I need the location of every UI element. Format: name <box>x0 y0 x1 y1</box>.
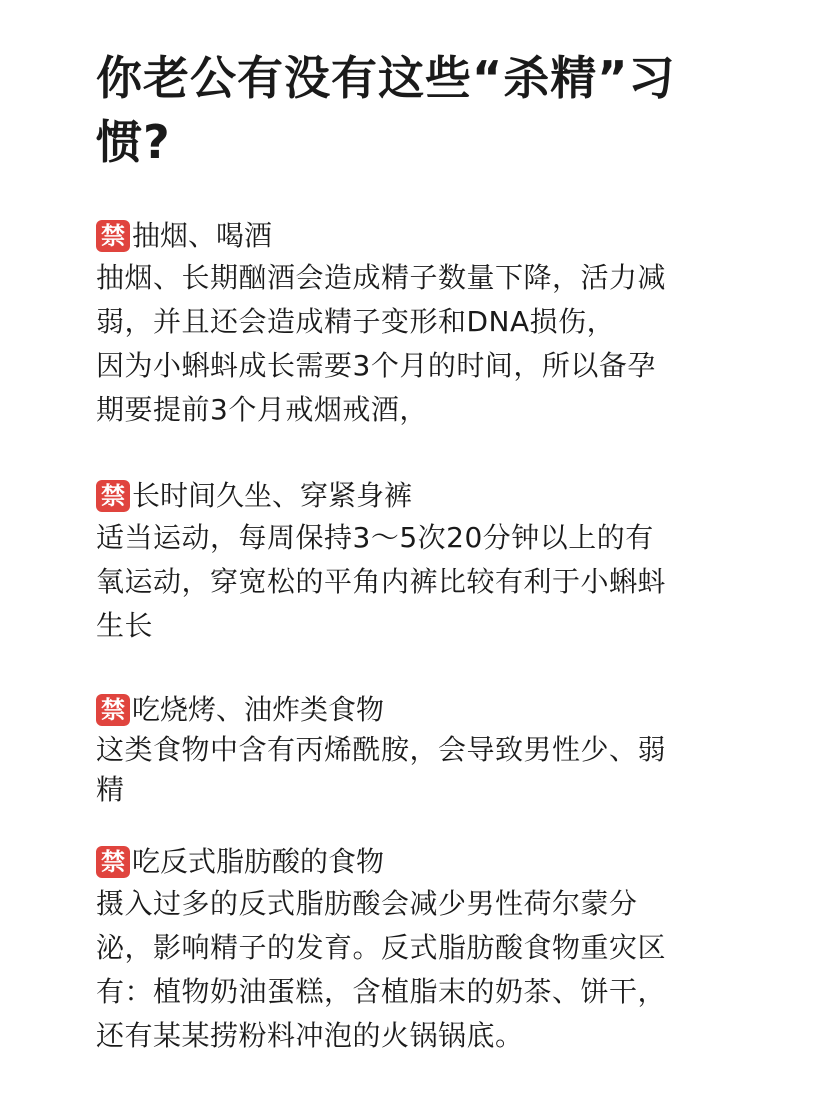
body-line: 摄入过多的反式脂肪酸会减少男性荷尔蒙分 <box>96 887 638 920</box>
body-line: 泌，影响精子的发育。反式脂肪酸食物重灾区 <box>96 931 667 964</box>
body-line: 氧运动，穿宽松的平角内裤比较有利于小蝌蚪 <box>96 565 667 598</box>
title-line: 你老公有没有这些“杀精”习 <box>96 51 676 105</box>
ban-icon: 禁 <box>96 694 130 726</box>
body-line: 有：植物奶油蛋糕，含植脂末的奶茶、饼干， <box>96 975 667 1008</box>
section-trans-fat-food <box>96 842 718 1058</box>
body-line: 弱，并且还会造成精子变形和DNA损伤， <box>96 305 616 338</box>
body-line: 抽烟、长期酗酒会造成精子数量下降，活力减 <box>96 261 667 294</box>
section-heading <box>96 842 718 882</box>
section-body <box>96 516 718 648</box>
ban-icon: 禁 <box>96 220 130 252</box>
section-heading <box>96 690 718 730</box>
section-heading-text: 吃烧烤、油炸类食物 <box>132 693 385 726</box>
article-title <box>96 46 732 174</box>
section-heading-text: 吃反式脂肪酸的食物 <box>132 845 385 878</box>
section-body <box>96 730 718 810</box>
body-line: 还有某某捞粉料冲泡的火锅锅底。 <box>96 1019 524 1052</box>
section-heading <box>96 476 718 516</box>
body-line: 适当运动，每周保持3～5次20分钟以上的有 <box>96 521 654 554</box>
body-line: 生长 <box>96 609 154 642</box>
section-heading <box>96 216 718 256</box>
section-smoking-drinking <box>96 216 718 432</box>
section-body <box>96 882 718 1058</box>
ban-icon: 禁 <box>96 480 130 512</box>
body-line: 精 <box>96 773 125 806</box>
body-line: 期要提前3个月戒烟戒酒， <box>96 393 428 426</box>
ban-icon: 禁 <box>96 846 130 878</box>
section-body <box>96 256 718 432</box>
body-line: 因为小蝌蚪成长需要3个月的时间，所以备孕 <box>96 349 656 382</box>
section-bbq-fried-food <box>96 690 718 810</box>
section-heading-text: 长时间久坐、穿紧身裤 <box>132 479 413 512</box>
section-heading-text: 抽烟、喝酒 <box>132 219 273 252</box>
section-sitting-tight-pants <box>96 476 718 648</box>
title-line: 惯? <box>96 115 171 169</box>
body-line: 这类食物中含有丙烯酰胺，会导致男性少、弱 <box>96 733 667 766</box>
